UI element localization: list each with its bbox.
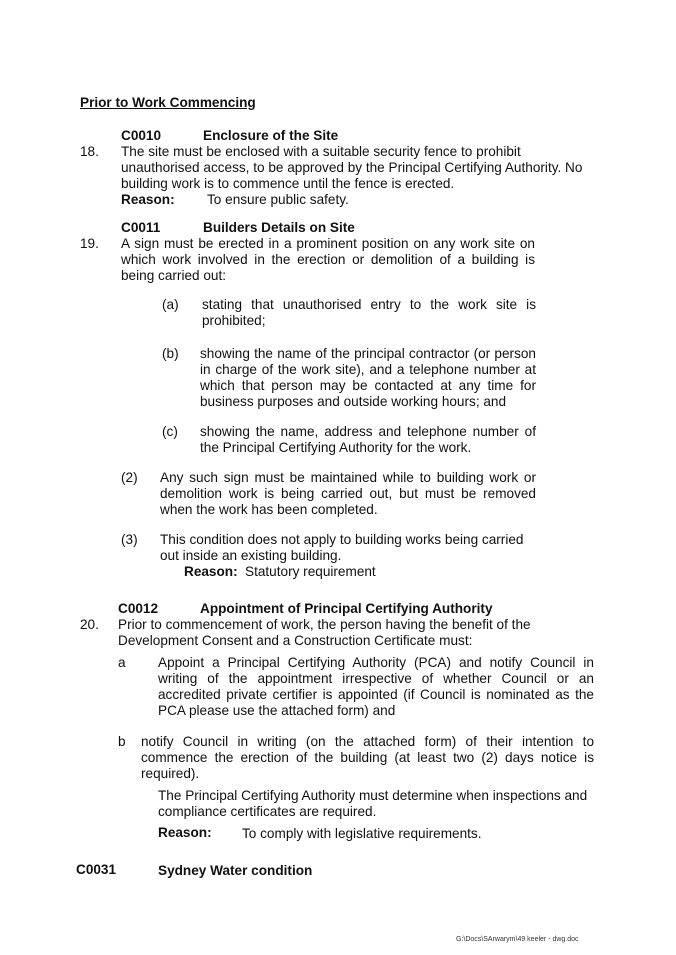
condition-title-c0010: Enclosure of the Site	[203, 128, 339, 143]
condition-code-c0031: C0031	[76, 862, 117, 877]
reason-label-c0010: Reason:	[121, 192, 175, 207]
condition-number-20: 20.	[80, 617, 99, 632]
condition-code-c0012: C0012	[118, 601, 159, 616]
reason-label-c0012: Reason:	[158, 825, 212, 840]
condition-code-c0011: C0011	[121, 220, 161, 235]
item-text: showing the name, address and telephone number of the Principal Certifying Authority for the work.	[200, 424, 536, 455]
pca-note: The Principal Certifying Authority must determine when inspections and compliance certificates are required.	[158, 788, 588, 819]
item-label: (b)	[162, 346, 179, 361]
condition-body-c0010: The site must be enclosed with a suitable security fence to prohibit unauthorised access, to be approved by the Principal Certifying Authority. No building work is to commence until the fence is erected.	[121, 144, 583, 191]
item-label: (c)	[162, 424, 178, 439]
reason-text-c0010: To ensure public safety.	[207, 192, 349, 207]
reason-text-c0011: Statutory requirement	[245, 564, 376, 579]
item-text: Appoint a Principal Certifying Authority (PCA) and notify Council in writing of the appointment irrespective of whether Council or an accredited private certifier is appointed (if Council is nominated as the PCA please use the attached form) and	[158, 655, 594, 718]
page-heading: Prior to Work Commencing	[80, 95, 256, 110]
condition-title-c0011: Builders Details on Site	[203, 220, 355, 235]
item-text: notify Council in writing (on the attached form) of their intention to commence the erection of the building (at least two (2) days notice is required).	[141, 734, 594, 781]
sub-label: (3)	[121, 532, 138, 547]
sub-text: This condition does not apply to building works being carried out inside an existing building.	[160, 532, 524, 563]
condition-title-c0031: Sydney Water condition	[158, 863, 313, 878]
item-text: showing the name of the principal contractor (or person in charge of the work site), and a telephone number at which that person may be contacted at any time for business purposes and outside working hours; and	[200, 346, 536, 409]
item-text: stating that unauthorised entry to the work site is prohibited;	[202, 297, 536, 328]
sub-label: (2)	[121, 470, 138, 485]
item-label: (a)	[162, 297, 179, 312]
condition-number-19: 19.	[80, 236, 99, 251]
sub-text: Any such sign must be maintained while to building work or demolition work is being carried out, but must be removed when the work has been completed.	[160, 470, 536, 517]
footer-file-path: G:\Docs\SArwarym\49 keeler - dwg.doc	[456, 936, 579, 943]
condition-code-c0010: C0010	[121, 128, 162, 143]
item-label: b	[118, 734, 126, 749]
reason-text-c0012: To comply with legislative requirements.	[242, 826, 482, 841]
condition-body-c0011: A sign must be erected in a prominent position on any work site on which work involved in the erection or demolition of a building is being carried out:	[121, 236, 535, 283]
reason-label-c0011: Reason:	[184, 564, 238, 579]
item-label: a	[118, 655, 126, 670]
condition-number-18: 18.	[80, 144, 99, 159]
condition-body-c0012: Prior to commencement of work, the person having the benefit of the Development Consent and a Construction Certificate must:	[118, 617, 531, 648]
condition-title-c0012: Appointment of Principal Certifying Authority	[200, 601, 493, 616]
